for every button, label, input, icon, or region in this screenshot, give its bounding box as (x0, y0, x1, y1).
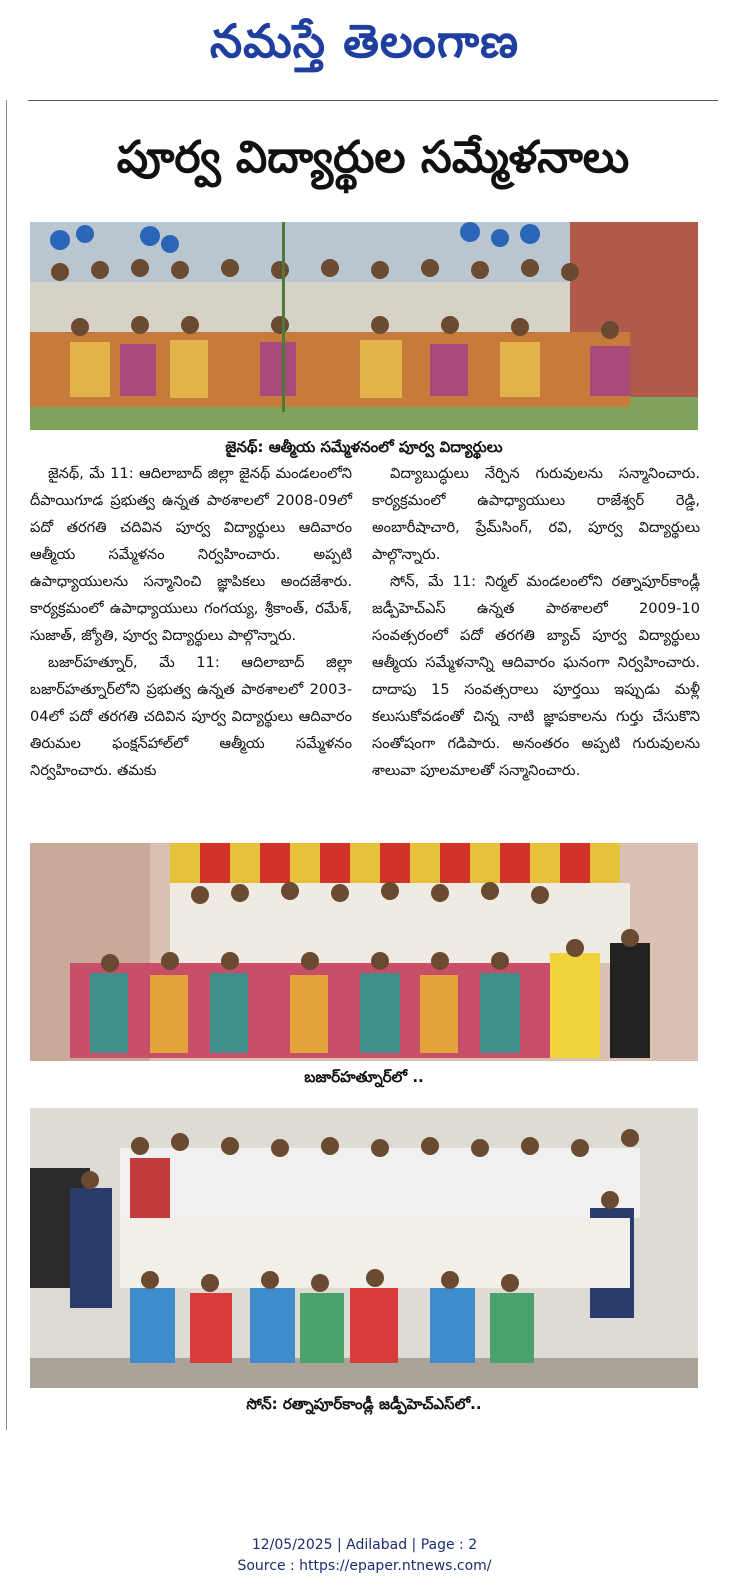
article-paragraph: జైనథ్, మే 11: ఆదిలాబాద్ జిల్లా జైనథ్ మండలంలోని దీపాయిగూడ ప్రభుత్వ ఉన్నత పాఠశాలలో 2008-09లో పదో తరగతి చదివిన పూర్వ విద్యార్థులు ఆదివారం ఆత్మీయ సమ్మేళనం నిర్వహించారు. అప్పటి ఉపాధ్యాయులను సన్మానించి జ్ఞాపికలు అందజేశారు. కార్యక్రమంలో ఉపాధ్యాయులు గంగయ్య, శ్రీకాంత్, రమేశ్, సుజాత్, జ్యోతి, పూర్వ విద్యార్థులు పాల్గొన్నారు. (30, 465, 352, 644)
photo-bazarhathnoor-group (30, 843, 698, 1061)
footer-date-edition: 12/05/2025 | Adilabad | Page : 2 (251, 1537, 478, 1553)
article-column-right (372, 460, 700, 784)
article-column-left (30, 460, 352, 784)
photo-caption-2: బజార్‌హత్నూర్‌లో .. (304, 1068, 424, 1086)
top-rule (28, 100, 718, 101)
headline: పూర్వ విద్యార్థుల సమ్మేళనాలు (116, 132, 630, 183)
left-border (6, 100, 7, 1430)
photo-ratnapur-group (30, 1108, 698, 1388)
article-paragraph: సోన్, మే 11: నిర్మల్ మండలంలోని రత్నాపూర్‌కాండ్లీ జడ్పీహెచ్ఎస్ ఉన్నత పాఠశాలలో 2009-10 సంవత్సరంలో పదో తరగతి బ్యాచ్ పూర్వ విద్యార్థులు ఆత్మీయ సమ్మేళనాన్ని ఆదివారం ఘనంగా నిర్వహించారు. దాదాపు 15 సంవత్సరాలు పూర్తయి ఇప్పుడు మళ్లీ కలుసుకోవడంతో చిన్న నాటి జ్ఞాపకాలను గుర్తు చేసుకొని సంతోషంగా గడిపారు. అనంతరం అప్పటి గురువులను శాలువా పూలమాలతో సన్మానించారు. (372, 573, 700, 779)
photo-jainath-group (30, 222, 698, 430)
photo-caption-3: సోన్: రత్నాపూర్‌కాండ్లీ జడ్పీహెచ్ఎస్‌లో.. (246, 1395, 482, 1413)
article-paragraph: బజార్‌హత్నూర్, మే 11: ఆదిలాబాద్ జిల్లా బజార్‌హత్నూర్‌లోని ప్రభుత్వ ఉన్నత పాఠశాలలో 2003-04లో పదో తరగతి చదివిన పూర్వ విద్యార్థులు ఆదివారం తిరుమల ఫంక్షన్‌హాల్‌లో ఆత్మీయ సమ్మేళనం నిర్వహించారు. తమకు (30, 654, 352, 779)
masthead-logo: నమస్తే తెలంగాణ (209, 14, 520, 68)
article-paragraph: విద్యాబుద్ధులు నేర్పిన గురువులను సన్మానించారు. కార్యక్రమంలో ఉపాధ్యాయులు రాజేశ్వర్ రెడ్డి, అంబారీషాచారి, ప్రేమ్‌సింగ్, రవి, పూర్వ విద్యార్థులు పాల్గొన్నారు. (372, 465, 700, 563)
footer-source: Source : https://epaper.ntnews.com/ (237, 1558, 492, 1574)
photo-caption-1: జైనథ్: ఆత్మీయ సమ్మేళనంలో పూర్వ విద్యార్థులు (225, 438, 503, 456)
